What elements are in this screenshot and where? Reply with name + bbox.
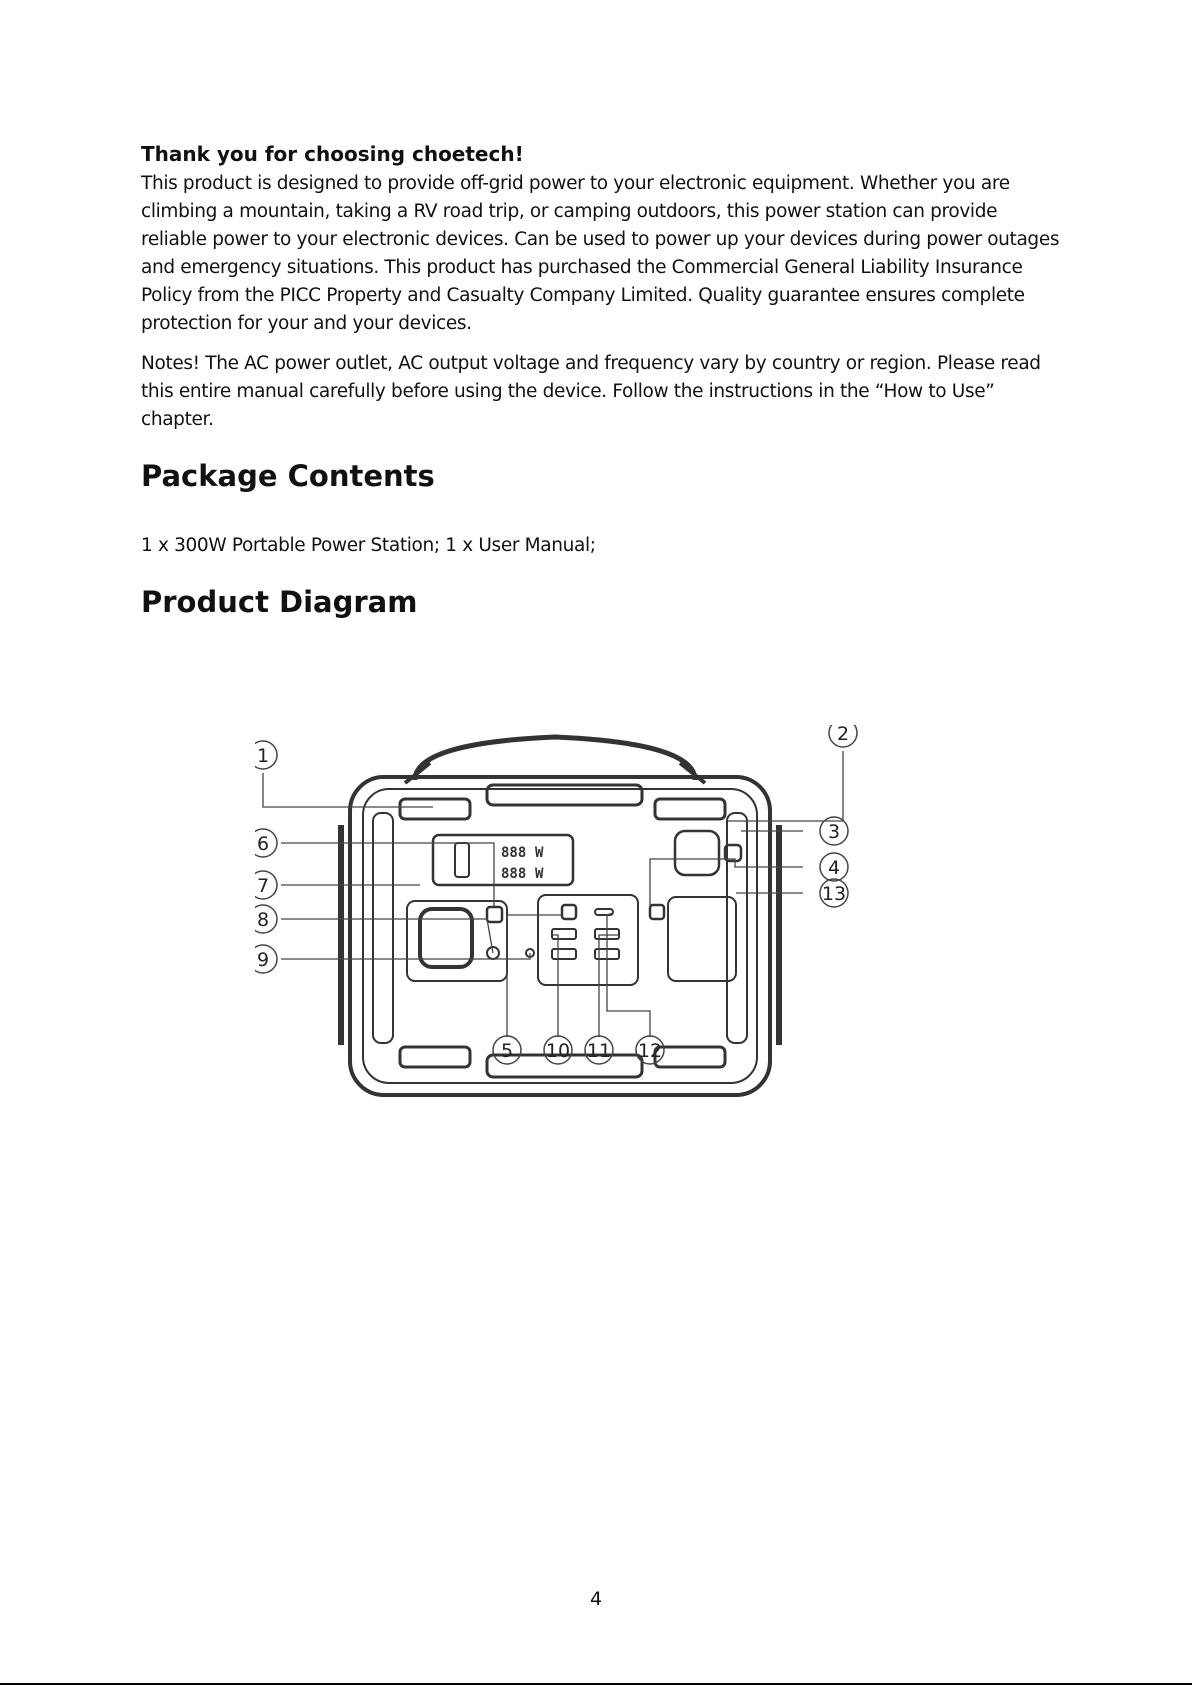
callout-4: 4: [827, 857, 841, 879]
product-diagram-heading: Product Diagram: [141, 585, 418, 619]
callout-5: 5: [500, 1040, 514, 1062]
notes-paragraph: Notes! The AC power outlet, AC output voltage and frequency vary by country or region. Please read this entire manual carefully before using the device. Follow the instructions in the “How to Use” chapter.: [141, 353, 1041, 430]
callout-13: 13: [821, 883, 847, 905]
callout-2: 2: [836, 725, 850, 745]
display-digits-bottom: 888: [501, 866, 527, 882]
callout-10: 10: [545, 1040, 571, 1062]
package-contents-text: 1 x 300W Portable Power Station; 1 x User Manual;: [141, 535, 596, 556]
power-station-illustration: [255, 725, 925, 1145]
callout-1: 1: [256, 745, 270, 767]
intro-paragraph: This product is designed to provide off-grid power to your electronic equipment. Whether you are climbing a mountain, taking a RV road trip, or camping outdoors, this power station can provide reliable power to your electronic devices. Can be used to power up your devices during power outages and emergency situations. This product has purchased the Commercial General Liability Insurance Policy from the PICC Property and Casualty Company Limited. Quality guarantee ensures complete protection for your and your devices.: [141, 173, 1060, 334]
product-diagram: [255, 725, 925, 1145]
callout-9: 9: [256, 949, 270, 971]
intro-title: Thank you for choosing choetech!: [141, 142, 524, 166]
callout-7: 7: [256, 875, 270, 897]
callout-3: 3: [827, 821, 841, 843]
callout-8: 8: [256, 909, 270, 931]
package-contents-heading: Package Contents: [141, 459, 435, 493]
display-unit-top: W: [535, 845, 544, 861]
display-unit-bottom: W: [535, 866, 544, 882]
callout-11: 11: [586, 1040, 612, 1062]
page-content: [141, 140, 1061, 620]
display-digits-top: 888: [501, 845, 527, 861]
page-number: 4: [589, 1588, 603, 1610]
callout-12: 12: [637, 1040, 663, 1062]
callout-6: 6: [256, 833, 270, 855]
